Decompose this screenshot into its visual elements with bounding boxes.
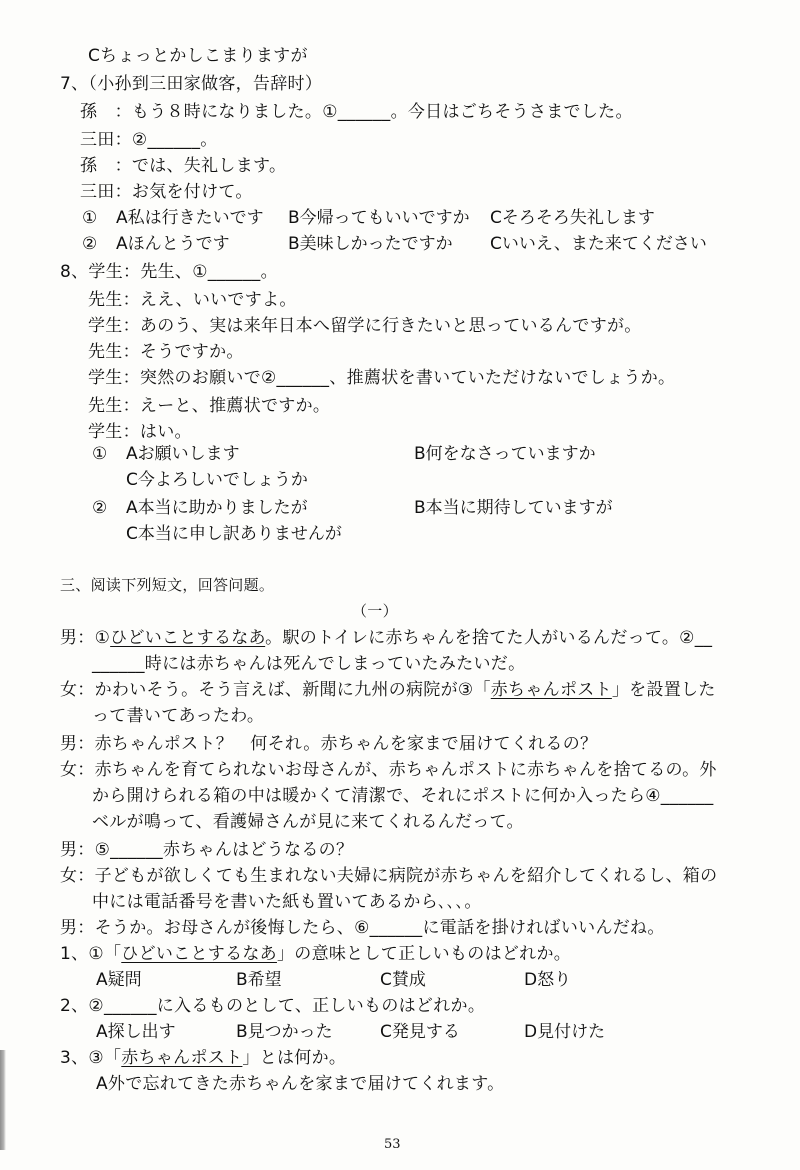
q8-line-1-pre: 8、学生：先生、① xyxy=(60,262,208,282)
passage-line-12: 男：そうか。お母さんが後悔したら、⑥______に電話を掛ければいいんだね。 xyxy=(60,918,665,938)
q7-line-1 xyxy=(80,104,633,121)
question-1-option-c: C賛成 xyxy=(380,970,426,990)
question-3-b: 」とは何か。 xyxy=(242,1048,347,1068)
q7-title: 7、（小孙到三田家做客，告辞时） xyxy=(60,74,323,94)
q8-opt1-b: B何をなさっていますか xyxy=(414,444,596,464)
q7-line-2-pre: 三田：② xyxy=(80,130,148,150)
question-1-option-d: D怒り xyxy=(524,970,572,990)
q7-blank-1: ______ xyxy=(337,102,391,122)
passage-line-1 xyxy=(60,630,712,647)
passage-underlined-phrase-1: ひどいことするなあ xyxy=(110,628,266,648)
q7-opt1-b: B今帰ってもいいですか xyxy=(288,208,470,228)
passage-line-7: から開けられる箱の中は暖かくて清潔で、それにポストに何か入ったら④______ xyxy=(92,786,714,806)
section3-heading: 三、阅读下列短文，回答问题。 xyxy=(60,576,275,594)
question-2-option-d: D見付けた xyxy=(524,1022,606,1042)
q8-opt2-b: B本当に期待していますが xyxy=(414,498,613,518)
page-number: 53 xyxy=(384,1137,401,1152)
passage-line-3-b: 」を設置した xyxy=(611,680,716,700)
q8-line-5-post: 、推薦状を書いていただけないでしょうか。 xyxy=(329,368,676,388)
question-3-option-a: A外で忘れてきた赤ちゃんを家まで届けてくれます。 xyxy=(96,1074,505,1094)
q7-blank-2: ______ xyxy=(147,130,201,150)
passage-line-3-a: 女：かわいそう。そう言えば、新聞に九州の病院が③「 xyxy=(60,680,491,700)
scan-edge-mark xyxy=(0,1050,6,1150)
q7-opt2-b: B美味しかったですか xyxy=(288,234,453,254)
question-3-underlined: 赤ちゃんポスト xyxy=(121,1048,243,1068)
q8-line-7: 学生：はい。 xyxy=(88,422,192,442)
q7-opt1-number: ① xyxy=(82,208,98,228)
q7-line-3: 孫 ：では、失礼します。 xyxy=(80,156,287,176)
passage-line-6: 女：赤ちゃんを育てられないお母さんが、赤ちゃんポストに赤ちゃんを捨てるの。外 xyxy=(60,760,717,780)
passage-line-10: 女：子どもが欲しくても生まれない夫婦に病院が赤ちゃんを紹介してくれるし、箱の xyxy=(60,866,718,886)
passage-line-2: ______時には赤ちゃんは死んでしまっていたみたいだ。 xyxy=(92,654,526,674)
passage-line-11: 中には電話番号を書いた紙も置いてあるから､､､。 xyxy=(92,892,482,912)
q8-line-6: 先生：えーと、推薦状ですか。 xyxy=(88,396,331,416)
q7-opt2-c: Cいいえ、また来てください xyxy=(490,234,707,254)
q8-line-5-pre: 学生：突然のお願いで② xyxy=(88,368,277,388)
question-2-option-c: C発見する xyxy=(380,1022,460,1042)
passage-line-4: って書いてあったわ。 xyxy=(92,706,265,726)
question-2-option-b: B見つかった xyxy=(236,1022,333,1042)
q7-line-2-post: 。 xyxy=(200,130,218,150)
question-1-option-a: A疑問 xyxy=(96,970,142,990)
question-2: 2、②______に入るものとして、正しいものはどれか。 xyxy=(60,996,486,1016)
passage-line-3 xyxy=(60,682,716,699)
question-1-b: 」の意味として正しいものはどれか。 xyxy=(276,944,572,964)
q8-line-1 xyxy=(60,264,278,281)
q8-opt2-number: ② xyxy=(92,498,108,518)
passage-line-1-a: 男：① xyxy=(60,628,111,648)
q8-opt2-a: A本当に助かりましたが xyxy=(126,498,308,518)
passage-line-8: ベルが鳴って、看護婦さんが見に来てくれるんだって。 xyxy=(92,812,524,832)
q8-blank-2: ______ xyxy=(276,368,330,388)
q8-line-3: 学生：あのう、実は来年日本へ留学に行きたいと思っているんですが。 xyxy=(88,316,642,336)
passage-line-1-b: 。駅のトイレに赤ちゃんを捨てた人がいるんだって。②__ xyxy=(265,628,713,648)
question-3-a: 3、③「 xyxy=(60,1048,122,1068)
q8-opt1-c: C今よろしいでしょうか xyxy=(126,470,308,490)
q8-line-2: 先生：ええ、いいですよ。 xyxy=(88,290,297,310)
q8-opt1-number: ① xyxy=(92,444,108,464)
q6-option-c: Cちょっとかしこまりますが xyxy=(88,46,308,66)
q8-line-1-post: 。 xyxy=(260,262,278,282)
q7-opt1-a: A私は行きたいです xyxy=(116,208,264,228)
section3-subheading: （一） xyxy=(352,602,398,620)
q7-opt2-a: Aほんとうです xyxy=(116,234,230,254)
question-1 xyxy=(60,946,571,963)
q7-line-1-post: 。今日はごちそうさまでした。 xyxy=(390,102,633,122)
passage-underlined-phrase-2: 赤ちゃんポスト xyxy=(490,680,612,700)
question-3 xyxy=(60,1050,346,1067)
q8-opt1-a: Aお願いします xyxy=(126,444,240,464)
q8-line-4: 先生：そうですか。 xyxy=(88,342,244,362)
q7-line-4: 三田：お気を付けて。 xyxy=(80,182,253,202)
passage-line-5: 男：赤ちゃんポスト？ 何それ。赤ちゃんを家まで届けてくれるの？ xyxy=(60,734,598,754)
q8-opt2-c: C本当に申し訳ありませんが xyxy=(126,524,342,544)
q7-line-2 xyxy=(80,132,218,149)
passage-line-9: 男：⑤______赤ちゃんはどうなるの？ xyxy=(60,840,354,860)
q7-opt1-c: Cそろそろ失礼します xyxy=(490,208,655,228)
q7-opt2-number: ② xyxy=(82,234,98,254)
q8-line-5 xyxy=(88,370,675,387)
question-2-option-a: A探し出す xyxy=(96,1022,176,1042)
question-1-a: 1、①「 xyxy=(60,944,122,964)
question-1-underlined: ひどいことするなあ xyxy=(121,944,277,964)
q7-line-1-pre: 孫 ：もう８時になりました。① xyxy=(80,102,338,122)
question-1-option-b: B希望 xyxy=(236,970,282,990)
q8-blank-1: ______ xyxy=(207,262,261,282)
